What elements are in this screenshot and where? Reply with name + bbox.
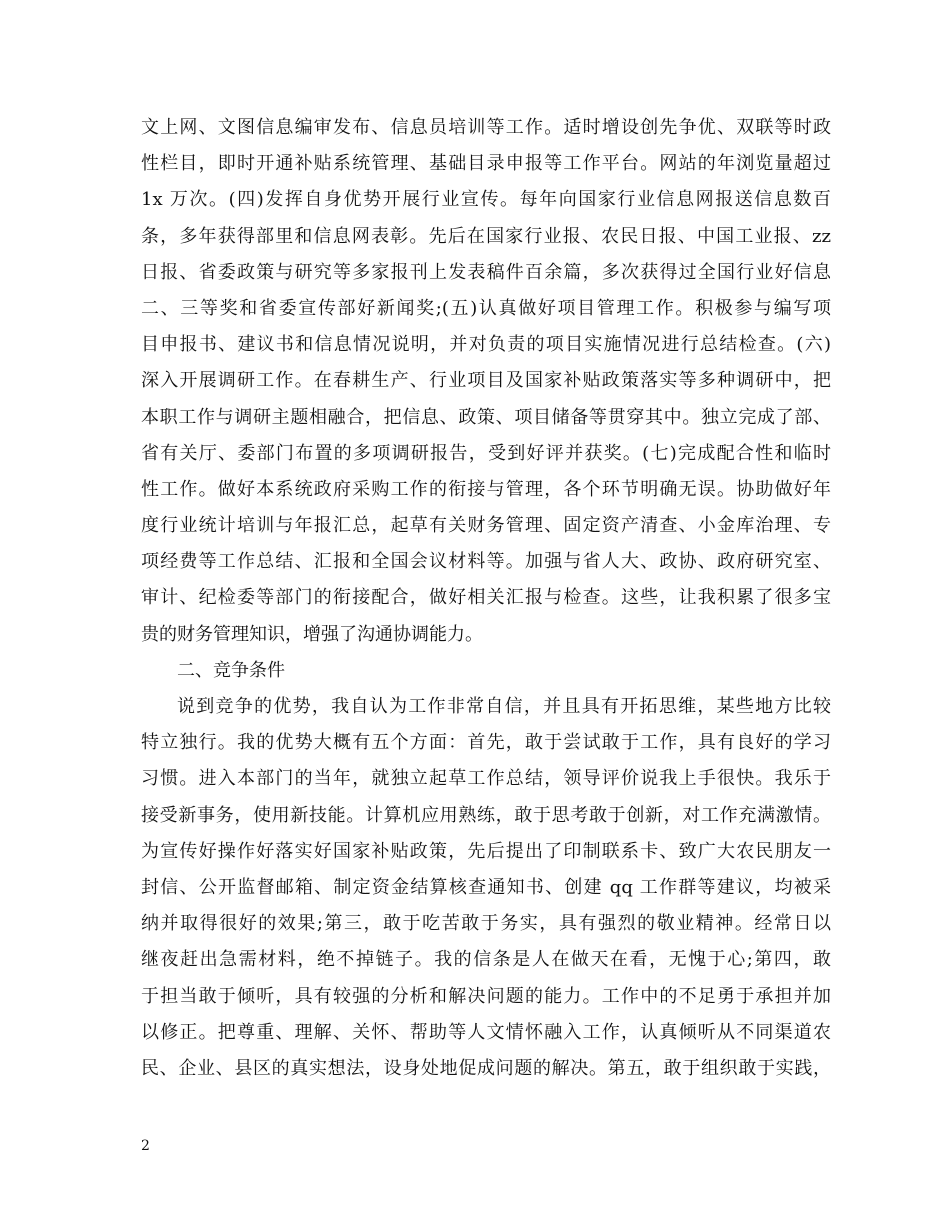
text-line: 为宣传好操作好落实好国家补贴政策，先后提出了印制联系卡、致广大农民朋友一 [141,840,831,862]
text-line: 性栏目，即时开通补贴系统管理、基础目录申报等工作平台。网站的年浏览量超过 [141,153,831,175]
text-line: 民、企业、县区的真实想法，设身处地促成问题的解决。第五，敢于组织敢于实践， [141,1057,831,1079]
text-line: 日报、省委政策与研究等多家报刊上发表稿件百余篇，多次获得过全国行业好信息 [141,261,831,283]
text-line: 特立独行。我的优势大概有五个方面：首先，敢于尝试敢于工作，具有良好的学习 [141,732,831,754]
paragraph-competition [141,689,831,1087]
text-line: 性工作。做好本系统政府采购工作的衔接与管理，各个环节明确无误。协助做好年 [141,478,831,500]
text-line: 目申报书、建议书和信息情况说明，并对负责的项目实施情况进行总结检查。(六) [141,334,831,356]
page-number: 2 [141,1138,150,1154]
text-line: 以修正。把尊重、理解、关怀、帮助等人文情怀融入工作，认真倾听从不同渠道农 [141,1021,831,1043]
text-line: 继夜赶出急需材料，绝不掉链子。我的信条是人在做天在看，无愧于心;第四，敢 [141,949,831,971]
text-line: 本职工作与调研主题相融合，把信息、政策、项目储备等贯穿其中。独立完成了部、 [141,406,831,428]
text-line: 度行业统计培训与年报汇总，起草有关财务管理、固定资产清查、小金库治理、专 [141,515,831,537]
text-line: 省有关厅、委部门布置的多项调研报告，受到好评并获奖。(七)完成配合性和临时 [141,442,831,464]
text-line: 习惯。进入本部门的当年，就独立起草工作总结，领导评价说我上手很快。我乐于 [141,768,831,790]
text-line: 于担当敢于倾听，具有较强的分析和解决问题的能力。工作中的不足勇于承担并加 [141,985,831,1007]
text-line: 封信、公开监督邮箱、制定资金结算核查通知书、创建 qq 工作群等建议，均被采 [141,876,831,898]
text-line: 纳并取得很好的效果;第三，敢于吃苦敢于务实，具有强烈的敬业精神。经常日以 [141,913,831,935]
text-line: 贵的财务管理知识，增强了沟通协调能力。 [141,623,483,645]
section-heading: 二、竞争条件 [177,659,285,681]
text-line: 深入开展调研工作。在春耕生产、行业项目及国家补贴政策落实等多种调研中，把 [141,370,831,392]
text-line: 条，多年获得部里和信息网表彰。先后在国家行业报、农民日报、中国工业报、zz [141,225,831,247]
text-line: 文上网、文图信息编审发布、信息员培训等工作。适时增设创先争优、双联等时政 [141,117,831,138]
document-body [141,110,831,1087]
text-line: 说到竞争的优势，我自认为工作非常自信，并且具有开拓思维，某些地方比较 [177,696,831,717]
paragraph-continued [141,110,831,653]
text-line: 项经费等工作总结、汇报和全国会议材料等。加强与省人大、政协、政府研究室、 [141,551,831,573]
text-line: 接受新事务，使用新技能。计算机应用熟练，敢于思考敢于创新，对工作充满激情。 [141,804,831,826]
text-line: 审计、纪检委等部门的衔接配合，做好相关汇报与检查。这些，让我积累了很多宝 [141,587,831,609]
text-line: 二、三等奖和省委宣传部好新闻奖;(五)认真做好项目管理工作。积极参与编写项 [141,297,831,319]
text-line: 1x 万次。(四)发挥自身优势开展行业宣传。每年向国家行业信息网报送信息数百 [141,189,831,211]
